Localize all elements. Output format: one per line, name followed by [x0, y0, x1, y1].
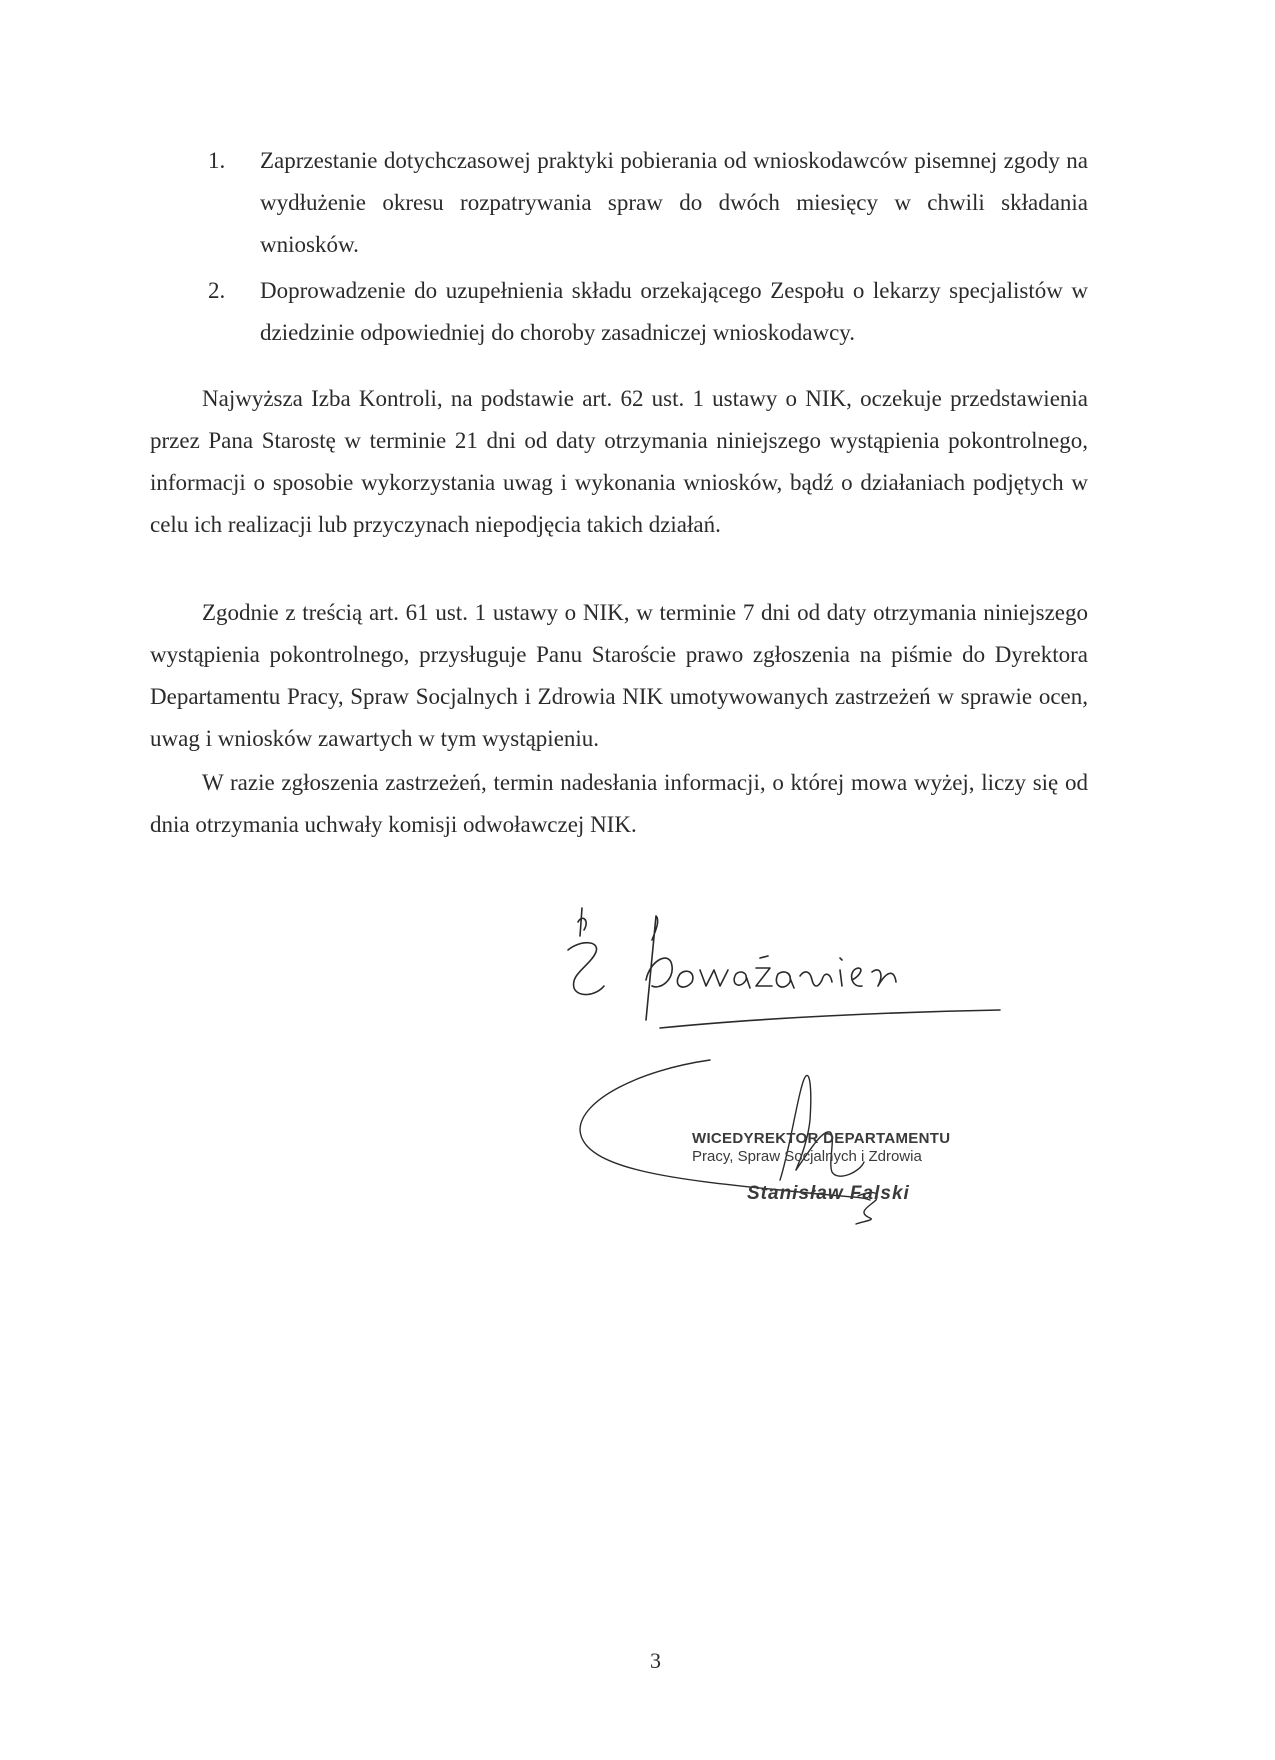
- stamp-department: Pracy, Spraw Socjalnych i Zdrowia: [692, 1148, 922, 1165]
- signature-block: [560, 900, 1080, 1260]
- list-item-number: 2.: [208, 278, 226, 303]
- page-number: 3: [650, 1648, 661, 1673]
- paragraph-expectation: Najwyższa Izba Kontroli, na podstawie art. 62 ust. 1 ustawy o NIK, oczekuje przedstawienia przez Pana Starostę w terminie 21 dni od daty otrzymania niniejszego wystąpienia pokontrolnego, informacji o sposobie wykorzystania uwag i wykonania wniosków, bądź o działaniach podjętych w celu ich realizacji lub przyczynach niepodjęcia takich działań.: [150, 386, 1088, 537]
- stamp-title: WICEDYREKTOR DEPARTAMENTU: [692, 1130, 951, 1147]
- list-item: [208, 140, 1088, 266]
- list-item-number: 1.: [208, 148, 226, 173]
- handwritten-signature-icon: [560, 900, 1080, 1260]
- list-item: [208, 270, 1088, 354]
- stamp-name: Stanisław Falski: [747, 1183, 910, 1204]
- list-item-text: Doprowadzenie do uzupełnienia składu orzekającego Zespołu o lekarzy specjalistów w dziedzinie odpowiedniej do choroby zasadniczej wnioskodawcy.: [260, 278, 1088, 345]
- paragraph-objection-deadline: W razie zgłoszenia zastrzeżeń, termin nadesłania informacji, o której mowa wyżej, liczy się od dnia otrzymania uchwały komisji odwoławczej NIK.: [150, 770, 1088, 837]
- list-item-text: Zaprzestanie dotychczasowej praktyki pobierania od wnioskodawców pisemnej zgody na wydłużenie okresu rozpatrywania spraw do dwóch miesięcy w chwili składania wniosków.: [260, 148, 1088, 257]
- recommendations-list: [208, 140, 1088, 358]
- paragraph-objection-right: Zgodnie z treścią art. 61 ust. 1 ustawy o NIK, w terminie 7 dni od daty otrzymania niniejszego wystąpienia pokontrolnego, przysługuje Panu Staroście prawo zgłoszenia na piśmie do Dyrektora Departamentu Pracy, Spraw Socjalnych i Zdrowia NIK umotywowanych zastrzeżeń w sprawie ocen, uwag i wniosków zawartych w tym wystąpieniu.: [150, 600, 1088, 751]
- official-stamp: [692, 1130, 950, 1205]
